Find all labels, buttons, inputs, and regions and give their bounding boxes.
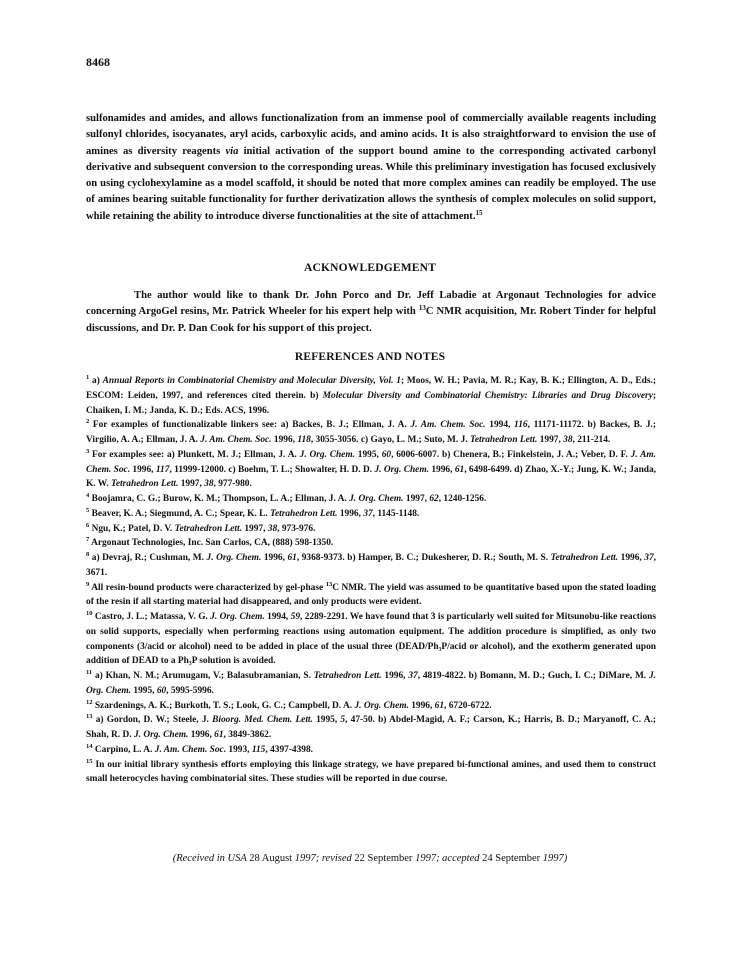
ref-text: , 6006-6007. b) Chenera, B.; Finkelstein, J. A.; Veber, D. F. xyxy=(391,449,631,460)
ref-italic: J. Org. Chem. xyxy=(349,494,404,504)
received-dates-footer xyxy=(0,853,740,864)
ref-text: 1996, xyxy=(428,464,455,475)
ack-text-part: The author would like to thank Dr. John Porco and Dr. Jeff Labadie at Argonaut Technologies for advice concerning ArgoGel resins, Mr. Patrick Wheeler for his expert help with xyxy=(86,290,656,318)
ref-text: , 1240-1256. xyxy=(438,494,487,504)
ref-italic: 116 xyxy=(514,420,528,431)
ref-italic: J. Org. Chem. xyxy=(206,553,262,563)
ref-text: 1995, xyxy=(354,449,382,460)
ref-number: 4 xyxy=(86,492,90,499)
footnote-marker[interactable]: 15 xyxy=(475,208,483,217)
ref-number: 7 xyxy=(86,536,90,544)
ref-text: , 973-976. xyxy=(277,523,316,534)
ref-text: Carpino, L. A. xyxy=(92,744,155,755)
ref-text: , 3849-3862. xyxy=(223,730,272,740)
ref-italic: J. Org. Chem. xyxy=(374,464,429,475)
ref-text: 1995, xyxy=(131,685,157,696)
received-date: 28 August xyxy=(249,853,293,864)
ref-number: 2 xyxy=(86,418,90,426)
ref-text: , 2289-2291. We have found that 3 is particularly well suited for Mitsunobu-like reactions on solid supports, especially when performing reactions using automation equipment. The addition procedure is simplified, as only two components (3/acid or alcohol) need to be added in place of the usual three (DEAD/Ph₃P/acid or alcohol), and the exotherm generated upon addition of DEAD to a Ph₃P solution is avoided. xyxy=(86,612,657,667)
reference-11 xyxy=(86,669,656,699)
ref-italic: Tetrahedron Lett. xyxy=(550,553,619,563)
footer-text: 1997; revised xyxy=(292,853,355,864)
ref-italic: 61 xyxy=(214,730,224,740)
footer-text: 1997; accepted xyxy=(412,853,483,864)
ref-text: , 1145-1148. xyxy=(372,508,420,519)
reference-12 xyxy=(86,699,656,714)
ref-italic: J. Am. Chem. Soc. xyxy=(410,420,486,431)
ref-italic: 59 xyxy=(290,612,300,622)
ref-italic: J. Org. Chem. xyxy=(354,700,409,711)
page-number: 8468 xyxy=(86,55,110,69)
ref-italic: 61 xyxy=(454,464,465,475)
ref-text: , 977-980. xyxy=(213,479,252,490)
ref-number: 11 xyxy=(86,669,93,676)
ref-italic: J. Org. Chem. xyxy=(299,449,355,460)
ref-italic: Tetrahedron Lett. xyxy=(469,435,538,445)
acknowledgement-heading: ACKNOWLEDGEMENT xyxy=(303,262,437,274)
ref-italic: Tetrahedron Lett. xyxy=(174,523,242,534)
reference-14 xyxy=(86,743,656,758)
ref-text: ; Moos, W. H.; Pavia, M. R.; Kay, B. K.; Ellington, A. D., Eds.; ESCOM: Leiden, 1997, and references cited therein. b) xyxy=(86,376,657,401)
ref-text: 1993, xyxy=(226,744,252,755)
ref-text: a) Devraj, R.; Cushman, M. xyxy=(89,553,207,563)
ref-italic: 62 xyxy=(429,494,439,504)
ref-number: 10 xyxy=(86,610,93,617)
ref-italic: 38 xyxy=(563,435,573,445)
ref-italic: J. Am. Chem. Soc. xyxy=(86,449,657,475)
ref-italic: Molecular Diversity and Combinatorial Chemistry: Libraries and Drug Discovery xyxy=(322,390,653,401)
ref-text: Argonaut Technologies, Inc. San Carlos, CA, (888) 598-1350. xyxy=(89,538,334,549)
accepted-date: 24 September xyxy=(482,853,541,864)
ref-text: Beaver, K. A.; Siegmund, A. C.; Spear, K. L. xyxy=(89,508,271,519)
ref-italic: 61 xyxy=(434,700,445,711)
references-heading: REFERENCES AND NOTES xyxy=(294,351,446,363)
ref-number: 1 xyxy=(86,374,90,381)
ref-italic: 60 xyxy=(381,449,392,460)
ref-text: 1996, xyxy=(381,671,409,681)
ack-text-part: C NMR acquisition, Mr. Robert Tinder for helpful discussions, and Dr. P. Dan Cook for his support of this project. xyxy=(86,306,656,334)
ref-text: , 47-50. b) Abdel-Magid, A. F.; Carson, K.; Harris, B. D.; Maryanoff, C. A.; Shah, R. D. xyxy=(86,715,656,740)
ref-text: , 4397-4398. xyxy=(265,744,314,755)
ref-italic: 115 xyxy=(251,744,266,755)
ref-text: 1996, xyxy=(618,553,645,563)
footer-text: (Received in USA xyxy=(172,853,250,864)
ref-text: 1996, xyxy=(188,730,215,740)
ref-text: C NMR. The yield was assumed to be quantitative based upon the stated loading of the resin if all starting material had disappeared, and only products were evident. xyxy=(86,582,656,608)
ref-italic: Annual Reports in Combinatorial Chemistry and Molecular Diversity, Vol. 1 xyxy=(102,376,401,386)
ref-text: 1996, xyxy=(271,435,298,445)
ref-italic: Tetrahedron Lett. xyxy=(313,671,382,681)
ref-text: All resin-bound products were characterized by gel-phase xyxy=(89,582,326,593)
ref-italic: 61 xyxy=(287,553,297,563)
ref-italic: 37 xyxy=(408,671,418,681)
ref-text: , 211-214. xyxy=(572,435,611,445)
ref-number: 13 xyxy=(86,713,93,721)
ref-number: 12 xyxy=(86,698,93,706)
isotope-superscript: 13 xyxy=(418,304,426,313)
ref-text: 1994, xyxy=(264,612,291,622)
ref-italic: 60 xyxy=(156,685,167,696)
body-text-part: sulfonamides and amides, and allows functionalization from an immense pool of commercially available reagents including sulfonyl chlorides, isocyanates, aryl acids, carboxylic acids, and amino acids. It is also straightforward to envision the use of amines as diversity reagents xyxy=(86,113,656,157)
reference-8 xyxy=(86,551,656,581)
ref-number: 3 xyxy=(86,447,90,455)
ref-text: a) xyxy=(89,376,103,386)
ref-text: 1997, xyxy=(178,479,205,490)
footer-text: 1997) xyxy=(540,853,568,864)
ref-number: 15 xyxy=(86,757,93,765)
ref-text: , 6498-6499. d) Zhao, X.-Y.; Jung, K. W.; Janda, K. W. xyxy=(86,464,657,490)
ref-text: In our initial library synthesis efforts employing this linkage strategy, we have prepared bi-functional amines, and used them to construct small heterocycles having combinatorial sites. These studies will be reported in due course. xyxy=(86,759,656,785)
ref-text: , 5995-5996. xyxy=(166,685,214,696)
ref-number: 6 xyxy=(86,521,90,529)
ref-text: 1997, xyxy=(537,435,564,445)
ref-text: , 11999-12000. c) Boehm, T. L.; Showalter, H. D. D. xyxy=(169,464,375,475)
reference-1 xyxy=(86,374,656,418)
ref-italic: 37 xyxy=(644,553,654,563)
ref-number: 9 xyxy=(86,580,90,588)
ref-text: 1996, xyxy=(130,464,156,475)
ref-italic: 37 xyxy=(363,508,373,519)
ref-text: a) Gordon, D. W.; Steele, J. xyxy=(92,715,213,726)
ref-italic: Tetrahedron Lett. xyxy=(111,479,179,490)
reference-13 xyxy=(86,713,656,743)
acknowledgement-text xyxy=(86,288,656,337)
reference-9 xyxy=(86,581,656,611)
ref-text: Castro, J. L.; Matassa, V. G. xyxy=(92,612,211,622)
reference-2 xyxy=(86,418,656,448)
ref-italic: J. Org. Chem. xyxy=(86,671,656,696)
ref-italic: J. Am. Chem. Soc. xyxy=(200,435,272,445)
ref-text: For examples see: a) Plunkett, M. J.; Ellman, J. A. xyxy=(89,449,300,460)
ref-text: Boojamra, C. G.; Burow, K. M.; Thompson, L. A.; Ellman, J. A. xyxy=(89,494,350,504)
ref-text: , 4819-4822. b) Bomann, M. D.; Guch, I. C.; DiMare, M. xyxy=(417,671,649,681)
reference-6 xyxy=(86,522,656,537)
ref-number: 8 xyxy=(86,551,90,558)
ref-text: 1997, xyxy=(241,523,268,534)
isotope-superscript: 13 xyxy=(325,580,333,588)
ref-text: , 9368-9373. b) Hamper, B. C.; Dukesherer, D. R.; South, M. S. xyxy=(296,553,551,563)
ref-italic: 5 xyxy=(340,715,346,726)
ref-italic: Bioorg. Med. Chem. Lett. xyxy=(212,715,313,726)
revised-date: 22 September xyxy=(354,853,413,864)
ref-italic: 38 xyxy=(267,523,278,534)
ref-text: 1996, xyxy=(337,508,364,519)
ref-text: , 3055-3056. c) Gayo, L. M.; Suto, M. J. xyxy=(310,435,470,445)
ref-text: , 3671. xyxy=(86,553,657,578)
ref-italic: 118 xyxy=(297,435,311,445)
body-paragraph xyxy=(86,111,656,225)
ref-text: Ngu, K.; Patel, D. V. xyxy=(89,523,175,534)
ref-number: 5 xyxy=(86,506,90,514)
ref-text: For examples of functionalizable linkers see: a) Backes, B. J.; Ellman, J. A. xyxy=(89,420,411,431)
ref-italic: 38 xyxy=(204,479,214,490)
ref-text: 1997, xyxy=(403,494,430,504)
reference-15 xyxy=(86,758,656,788)
ref-italic: J. Am. Chem. Soc. xyxy=(154,744,227,755)
ref-number: 14 xyxy=(86,742,93,750)
ref-text: ; Chaiken, I. M.; Janda, K. D.; Eds. ACS, 1996. xyxy=(86,390,656,416)
ref-text: 1996, xyxy=(261,553,288,563)
reference-7 xyxy=(86,536,656,551)
ref-text: a) Khan, N. M.; Arumugam, V.; Balasubramanian, S. xyxy=(92,671,314,681)
reference-10 xyxy=(86,610,656,669)
ref-text: Szardenings, A. K.; Burkoth, T. S.; Look, G. C.; Campbell, D. A. xyxy=(92,700,355,711)
ref-text: , 11171-11172. b) Backes, B. J.; Virgilio, A. A.; Ellman, J. A. xyxy=(86,420,656,445)
body-italic-via: via xyxy=(225,145,239,157)
ref-italic: Tetrahedron Lett. xyxy=(270,508,338,519)
reference-list xyxy=(86,374,656,787)
ref-text: 1996, xyxy=(408,700,435,711)
ref-italic: J. Org. Chem. xyxy=(210,612,265,622)
ref-italic: J. Org. Chem. xyxy=(133,730,189,740)
ref-italic: 117 xyxy=(155,464,170,475)
reference-4 xyxy=(86,492,656,507)
reference-5 xyxy=(86,507,656,522)
ref-text: 1995, xyxy=(312,715,341,726)
reference-3 xyxy=(86,448,656,492)
ref-text: , 6720-6722. xyxy=(444,700,492,711)
ref-text: 1994, xyxy=(485,420,515,431)
body-text-part: initial activation of the support bound amine to the corresponding activated carbonyl derivative and subsequent conversion to the corresponding ureas. While this preliminary investigation has focused exclusively on using cyclohexylamine as a model scaffold, it should be noted that more complex amines can readily be employed. The use of amines bearing suitable functionality for further derivatization allows the synthesis of complex molecules on solid support, while retaining the ability to introduce diverse functionalities at the site of attachment. xyxy=(86,145,656,222)
